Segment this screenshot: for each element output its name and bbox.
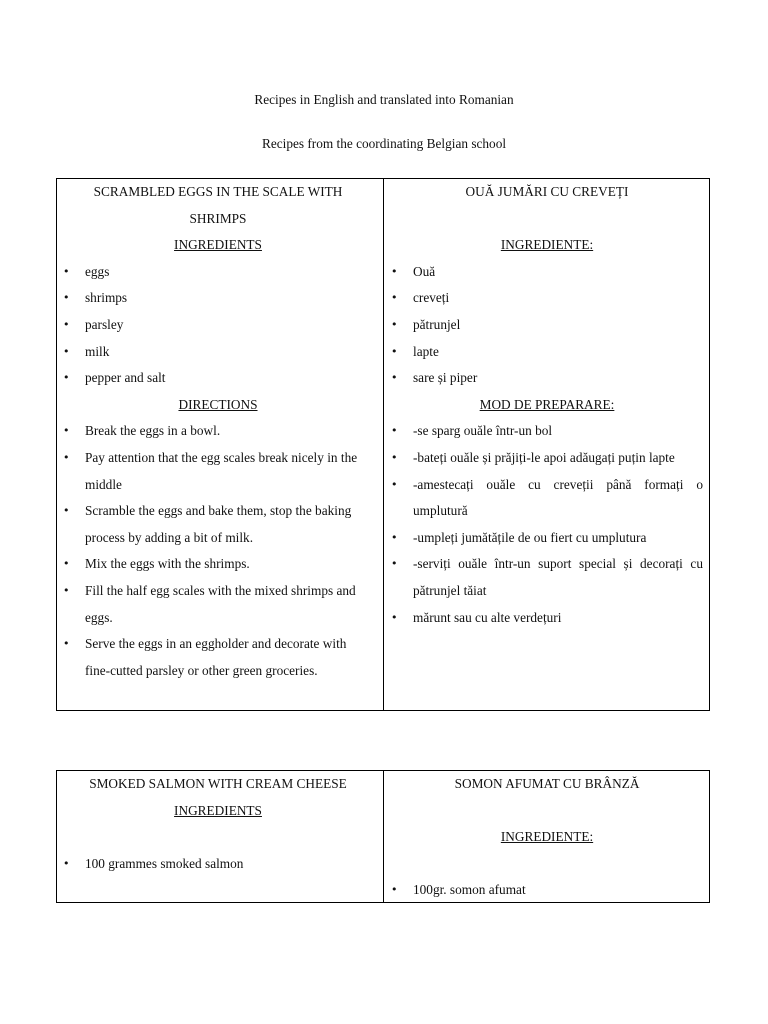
ingredient-item: • creveți [391,285,703,312]
recipe-romanian-column [384,179,709,710]
ingredient-item: • sare și piper [391,365,703,392]
ingredient-item: • 100gr. somon afumat [391,877,703,904]
ingredient-item: • pepper and salt [63,365,373,392]
direction-step: • -se sparg ouăle într-un bol [391,418,703,445]
direction-step: • mărunt sau cu alte verdețuri [391,605,703,632]
recipe-title: OUĂ JUMĂRI CU CREVEȚI [465,184,629,199]
recipe-title: SCRAMBLED EGGS IN THE SCALE WITH [93,184,343,199]
document-subtitle: Recipes from the coordinating Belgian school [261,136,507,151]
ingredients-heading: INGREDIENTE: [500,237,594,253]
recipe-title: SOMON AFUMAT CU BRÂNZĂ [454,776,640,791]
document-title: Recipes in English and translated into Romanian [254,92,514,107]
recipe-english-column [57,179,384,710]
recipe-english-column [57,771,384,902]
direction-step: • -serviți ouăle într-un suport special și decorați cu pătrunjel tăiat [391,551,703,604]
ingredients-list [63,259,373,392]
direction-step: • -bateți ouăle și prăjiți-le apoi adăugați puțin lapte [391,445,703,472]
ingredients-heading: INGREDIENTS [174,237,262,253]
ingredient-item: • shrimps [63,285,373,312]
directions-heading: DIRECTIONS [178,396,258,412]
directions-heading: MOD DE PREPARARE: [479,396,615,412]
direction-step: • -amestecați ouăle cu creveții până formați o umplutură [391,472,703,525]
direction-step: • Fill the half egg scales with the mixed shrimps and eggs. [63,578,373,631]
recipe-romanian-column [384,771,709,902]
ingredients-list [391,259,703,392]
recipe-title: SMOKED SALMON WITH CREAM CHEESE [89,776,347,791]
recipe-table-scrambled-eggs [56,178,710,711]
direction-step: • Serve the eggs in an eggholder and decorate with fine-cutted parsley or other green groceries. [63,631,373,684]
directions-list [391,418,703,631]
recipe-title-continued: SHRIMPS [189,210,247,226]
ingredient-item: • 100 grammes smoked salmon [63,851,373,878]
ingredient-item: • pătrunjel [391,312,703,339]
ingredients-heading: INGREDIENTE: [500,829,594,845]
direction-step: • Mix the eggs with the shrimps. [63,551,373,578]
direction-step: • Pay attention that the egg scales break nicely in the middle [63,445,373,498]
directions-list [63,418,373,684]
recipe-table-smoked-salmon [56,770,710,903]
ingredient-item: • milk [63,339,373,366]
ingredient-item: • parsley [63,312,373,339]
ingredient-item: • lapte [391,339,703,366]
direction-step: • Scramble the eggs and bake them, stop the baking process by adding a bit of milk. [63,498,373,551]
ingredients-heading: INGREDIENTS [174,802,262,818]
ingredients-list [391,877,703,904]
ingredients-list [63,851,373,878]
direction-step: • -umpleți jumătățile de ou fiert cu umplutura [391,525,703,552]
ingredient-item: • Ouă [391,259,703,286]
ingredient-item: • eggs [63,259,373,286]
direction-step: • Break the eggs in a bowl. [63,418,373,445]
